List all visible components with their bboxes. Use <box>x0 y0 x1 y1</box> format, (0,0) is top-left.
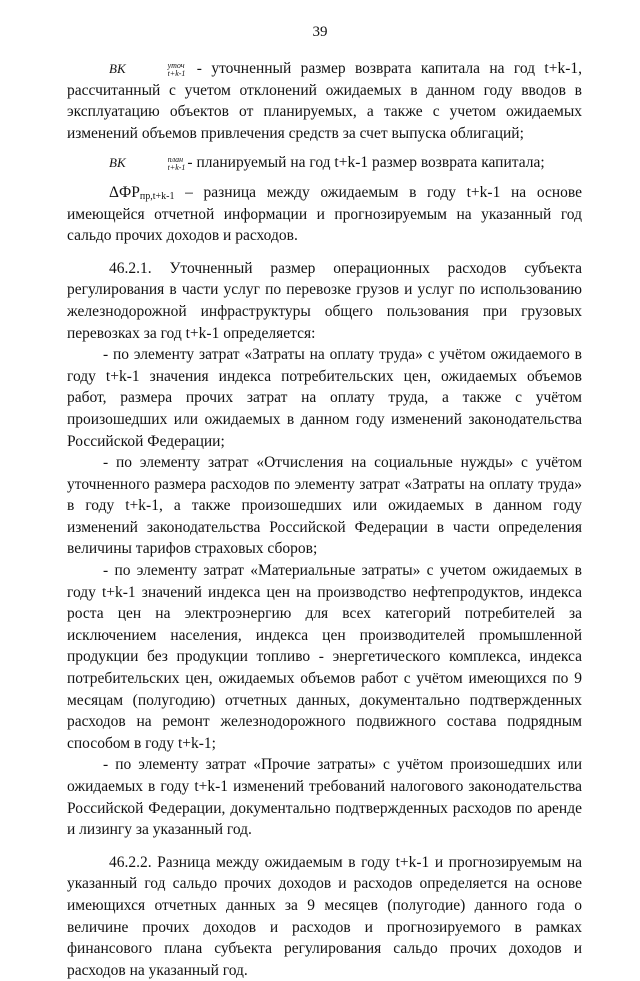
definition-dfr <box>67 182 582 247</box>
formula-indices <box>126 156 186 172</box>
formula-subscript: пр,t+k-1 <box>139 190 175 202</box>
definition-vk-utoch <box>67 58 582 144</box>
paragraph-46-2-1: 46.2.1. Уточненный размер операционных расходов субъекта регулирования в части услуг по перевозке грузов и услуг по использованию железнодорожной инфраструктуры общего пользования при грузовых перевозках за год t+k-1 определяется: <box>67 259 582 342</box>
item-labor-costs: - по элементу затрат «Затраты на оплату труда» с учётом ожидаемого в году t+k-1 значения индекса потребительских цен, ожидаемых объемов работ, размера прочих затрат на оплату труда, а также с учётом произошедших или ожидаемых в данном году изменений законодательства Российской Федерации; <box>67 346 582 450</box>
definition-vk-plan <box>67 152 582 174</box>
definition-text: - уточненный размер возврата капитала на год t+k-1, рассчитанный с учетом отклонений ожидаемых в данном году вводов в эксплуатацию объектов от планируемых, а также с учетом ожидаемых изменений объемов привлечения средств за счет выпуска облигаций; <box>67 60 583 142</box>
formula-superscript: план <box>167 155 184 165</box>
item-social-contributions: - по элементу затрат «Отчисления на социальные нужды» с учётом уточненного размера расходов по элементу затрат «Затраты на оплату труда» в году t+k-1, а также произошедших или ожидаемых в данном году изменений законодательства Российской Федерации в части определения величины тарифов страховых сборов; <box>67 454 582 558</box>
page-number: 39 <box>312 24 328 40</box>
item-other-costs: - по элементу затрат «Прочие затраты» с учётом произошедших или ожидаемых в году t+k-1 изменений требований налогового законодательства Российской Федерации, документально подтвержденных расходов по аренде и лизингу за указанный год. <box>67 756 582 839</box>
formula-superscript: уточ <box>167 61 185 70</box>
item-material-costs: - по элементу затрат «Материальные затраты» с учетом ожидаемых в году t+k-1 значений индекса цен на производство нефтепродуктов, индекса роста цен на электроэнергию для всех категорий потребителей за исключением населения, индекса цен производителей промышленной продукции без продукции топливо - энергетического комплекса, индекса потребительских цен, ожидаемых объемов работ с учётом имеющихся по 9 месяцам (полугодию) отчетных данных, документально подтвержденных расходов на ремонт железнодорожного подвижного состава подрядным способом в году t+k-1; <box>67 562 582 752</box>
formula-symbol: ВК <box>109 61 126 76</box>
formula-symbol: ΔФР <box>109 183 140 201</box>
definition-text: - планируемый на год t+k-1 размер возврата капитала; <box>187 154 545 172</box>
definition-text: – разница между ожидаемым в году t+k-1 на основе имеющейся отчетной информации и прогнозируемым на указанный год сальдо прочих доходов и расходов. <box>67 183 582 245</box>
formula-subscript: t+k-1 <box>167 163 186 173</box>
formula-indices <box>126 62 186 78</box>
paragraph-46-2-2: 46.2.2. Разница между ожидаемым в году t+k-1 и прогнозируемым на указанный год сальдо прочих доходов и расходов определяется на основе имеющихся отчетных данных за 9 месяцев (полугодие) данного года о величине прочих доходов и расходов и прогнозируемого в рамках финансового плана субъекта регулирования сальдо прочих доходов и расходов на указанный год. <box>67 853 582 979</box>
formula-subscript: t+k-1 <box>167 69 186 78</box>
formula-symbol: ВК <box>109 155 126 171</box>
page-content <box>67 58 582 981</box>
